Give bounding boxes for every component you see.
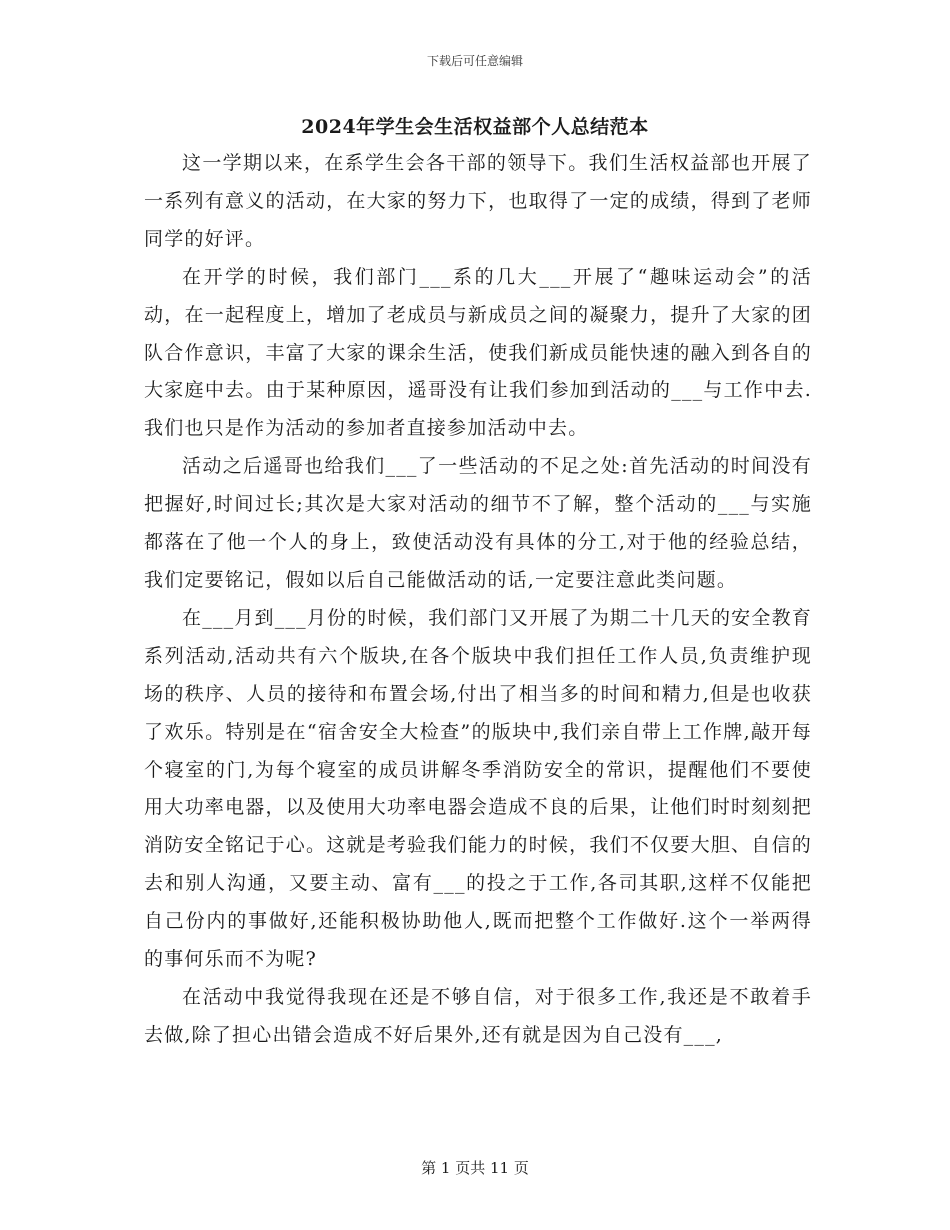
- paragraph-safety-education: 在___月到___月份的时候，我们部门又开展了为期二十几天的安全教育系列活动,活动共有六个版块,在各个版块中我们担任工作人员,负责维护现场的秩序、人员的接待和布置会场,付出了相当多的时间和精力,但是也收获了欢乐。特别是在“宿舍安全大检查”的版块中,我们亲自带上工作牌,敲开每个寝室的门,为每个寝室的成员讲解冬季消防安全的常识，提醒他们不要使用大功率电器，以及使用大功率电器会造成不良的后果，让他们时时刻刻把消防安全铭记于心。这就是考验我们能力的时候，我们不仅要大胆、自信的去和别人沟通，又要主动、富有___的投之于工作,各司其职,这样不仅能把自己份内的事做好,还能积极协助他人,既而把整个工作做好.这个一举两得的事何乐而不为呢?: [144, 606, 812, 971]
- document-title: 2024年学生会生活权益部个人总结范本: [301, 116, 649, 138]
- paragraph-shortcomings: 活动之后遥哥也给我们___了一些活动的不足之处:首先活动的时间没有把握好,时间过长;其次是大家对活动的细节不了解，整个活动的___与实施都落在了他一个人的身上，致使活动没有具体的分工,对于他的经验总结，我们定要铭记，假如以后自己能做活动的话,一定要注意此类问题。: [144, 455, 812, 591]
- page-number-footer: 第 1 页共 11 页: [421, 1159, 529, 1177]
- paragraph-intro: 这一学期以来，在系学生会各干部的领导下。我们生活权益部也开展了一系列有意义的活动，在大家的努力下，也取得了一定的成绩，得到了老师同学的好评。: [144, 152, 812, 250]
- paragraph-sports-meet: 在开学的时候，我们部门___系的几大___开展了“趣味运动会”的活动，在一起程度上，增加了老成员与新成员之间的凝聚力，提升了大家的团队合作意识，丰富了大家的课余生活，使我们新成员能快速的融入到各自的大家庭中去。由于某种原因，遥哥没有让我们参加到活动的___与工作中去.我们也只是作为活动的参加者直接参加活动中去。: [144, 265, 812, 440]
- page-header-note: 下载后可任意编辑: [426, 54, 523, 68]
- document-body: [144, 145, 812, 1055]
- paragraph-confidence: 在活动中我觉得我现在还是不够自信，对于很多工作,我还是不敢着手去做,除了担心出错会造成不好后果外,还有就是因为自己没有___,: [144, 985, 812, 1046]
